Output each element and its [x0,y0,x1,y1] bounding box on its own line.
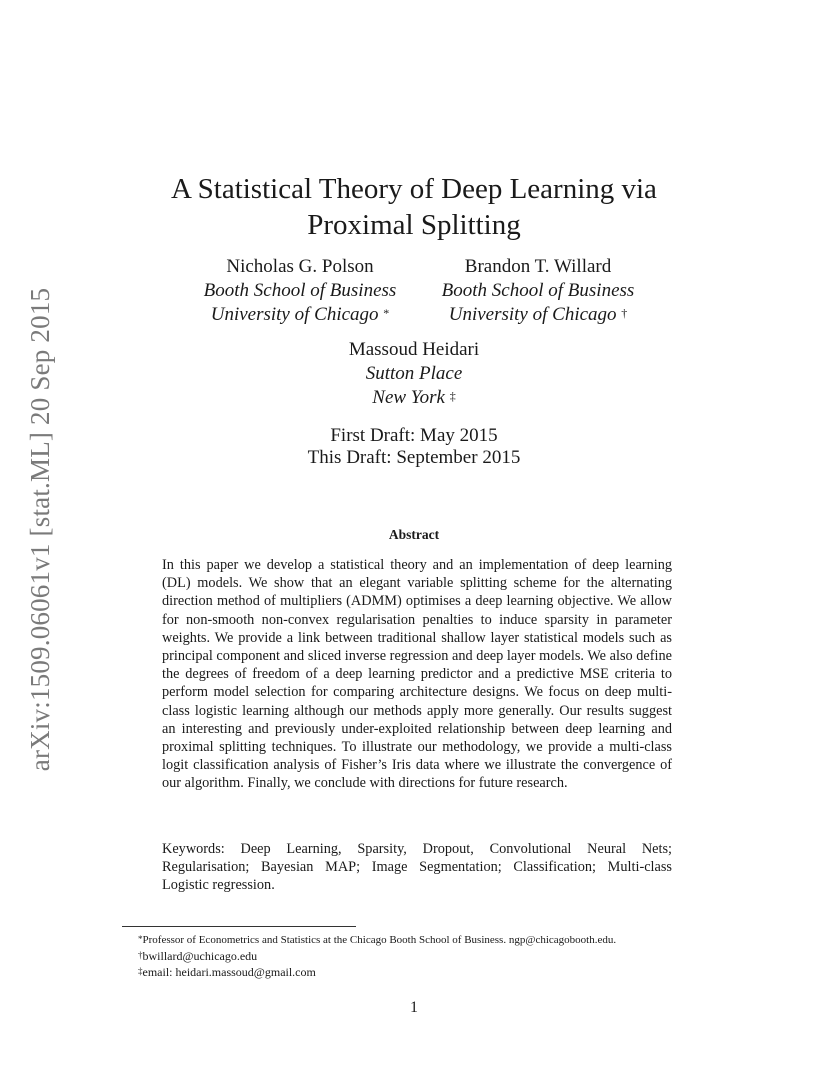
paper-title [120,171,708,243]
footnote-mark: ‡ [449,389,456,403]
author-affiliation: Booth School of Business [203,280,397,301]
page-number: 1 [410,999,418,1016]
footnote-mark: † [138,950,143,960]
footnote-polson: *Professor of Econometrics and Statistics at the Chicago Booth School of Business. ngp@chicagobooth.edu. [138,934,617,946]
footnotes [138,932,698,980]
author-block-polson [190,255,410,327]
author-name: Brandon T. Willard [464,256,612,277]
footnote-mark: ‡ [138,966,143,976]
keywords-text: Keywords: Deep Learning, Sparsity, Dropout, Convolutional Neural Nets; Regularisation; Bayesian MAP; Image Segmentation; Classification; Multi-class Logistic regression. [162,841,672,894]
footnote-heidari: ‡email: heidari.massoud@gmail.com [138,965,316,979]
footnote-mark: * [138,934,143,944]
author-affiliation: Booth School of Business [441,280,635,301]
author-block-heidari [290,338,538,410]
author-institution: University of Chicago † [448,304,628,325]
abstract-text: In this paper we develop a statistical theory and an implementation of deep learning (DL) models. We show that an elegant variable splitting scheme for the alternating direction method of multipliers (ADMM) optimises a deep learning objective. We allow for non-smooth non-convex regularisation penalties to induce sparsity in parameter weights. We provide a link between traditional shallow layer statistical models such as principal component and sliced inverse regression and deep layer models. We also define the degrees of freedom of a deep learning predictor and a predictive MSE criteria to perform model selection for comparing architecture designs. We focus on deep multi-class logistic learning although our methods apply more generally. Our results suggest an interesting and previously under-exploited relationship between deep learning and proximal splitting techniques. To illustrate our methodology, we provide a multi-class logit classification analysis of Fisher’s Iris data where we illustrate the convergence of our algorithm. Finally, we conclude with directions for future research. [162,557,672,792]
author-name: Massoud Heidari [348,339,480,360]
draft-dates [200,425,628,469]
footnote-mark: † [621,306,628,320]
footnote-willard: †bwillard@uchicago.edu [138,949,258,963]
author-institution: University of Chicago * [210,304,390,325]
paper-title-line-1: A Statistical Theory of Deep Learning via [171,173,657,206]
author-block-willard [428,255,648,327]
author-name: Nicholas G. Polson [226,256,374,277]
first-draft-date: First Draft: May 2015 [330,425,498,446]
author-affiliation: Sutton Place [365,363,463,384]
this-draft-date: This Draft: September 2015 [307,447,521,468]
arxiv-identifier-stamp [22,282,60,776]
footnote-mark: * [383,306,390,320]
footnote-divider [122,926,356,927]
arxiv-identifier-text: arXiv:1509.06061v1 [stat.ML] 20 Sep 2015 [25,287,56,771]
author-institution: New York ‡ [372,387,456,408]
abstract-heading: Abstract [388,527,440,542]
paper-title-line-2: Proximal Splitting [307,209,521,242]
